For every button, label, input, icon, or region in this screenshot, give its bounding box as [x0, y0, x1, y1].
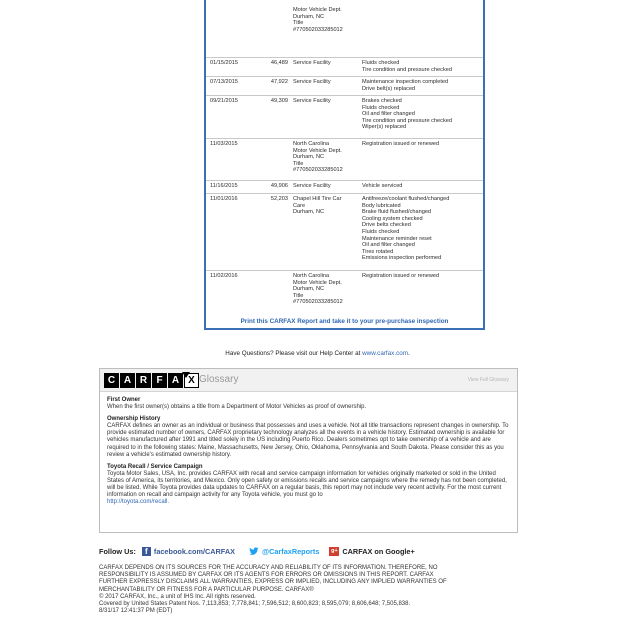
source-line: #770502033285012 — [293, 299, 343, 306]
history-row — [206, 193, 483, 271]
comment-line: Cooling system checked — [362, 215, 423, 222]
comment-line: Registration issued or renewed — [362, 141, 440, 147]
view-full-glossary-link[interactable]: View Full Glossary — [467, 377, 509, 383]
history-odometer: 49,309 — [270, 98, 288, 104]
logo-letter: F — [152, 373, 167, 388]
history-source — [293, 79, 359, 86]
history-source — [293, 98, 359, 105]
report-timestamp: 8/31/17 12:41:37 PM (EDT) — [99, 608, 173, 615]
source-line: North Carolina — [293, 273, 330, 279]
comment-line: Fluids checked — [362, 228, 400, 235]
twitter-link[interactable]: @CarfaxReports — [261, 546, 320, 556]
comment-line: Oil and filter changed — [362, 242, 415, 249]
history-row — [206, 138, 483, 181]
logo-letter: C — [104, 373, 119, 388]
disclaimer-line: CARFAX DEPENDS ON ITS SOURCES FOR THE ACCURACY AND RELIABILITY OF ITS INFORMATION. THEREFORE, NO — [99, 565, 438, 571]
glossary-box — [99, 368, 518, 533]
history-comments — [362, 273, 480, 280]
help-center-text: Have Questions? Please visit our Help Center at — [225, 350, 363, 357]
source-line: Motor Vehicle Dept. — [293, 7, 342, 13]
comment-line: Vehicle serviced — [362, 183, 403, 189]
comment-line: Registration issued or renewed — [362, 273, 440, 279]
source-line: Chapel Hill Tire Car — [293, 196, 342, 202]
history-odometer: 52,203 — [270, 196, 288, 202]
history-date: 01/15/2015 — [210, 60, 238, 66]
comment-line: Tire condition and pressure checked — [362, 117, 452, 124]
history-comments — [362, 183, 480, 190]
glossary-title: Glossary — [199, 374, 239, 385]
comment-line: Drive belt(s) replaced — [362, 85, 416, 92]
source-line: Durham, NC — [293, 154, 325, 161]
history-row — [206, 57, 483, 77]
glossary-body — [107, 397, 511, 506]
comment-line: Fluids checked — [362, 104, 400, 111]
comment-line: Maintenance reminder reset — [362, 235, 432, 242]
history-odometer: 49,906 — [270, 183, 288, 189]
history-source — [293, 196, 359, 216]
logo-letter: A — [120, 373, 135, 388]
history-source — [293, 273, 359, 306]
help-center-end: . — [407, 350, 410, 357]
source-line: Durham, NC — [293, 286, 325, 293]
source-line: Service Facility — [293, 183, 331, 189]
disclaimer-line: RESPONSIBILITY IS ASSUMED BY CARFAX OR ITS AGENTS FOR ERRORS OR OMISSIONS IN THIS REPORT. CARFAX — [99, 572, 434, 579]
history-comments — [362, 79, 480, 92]
logo-letter: X — [184, 373, 199, 388]
history-source — [293, 60, 359, 67]
glossary-definition: When the first owner(s) obtains a title from a Department of Motor Vehicles as proof of ownership. — [107, 404, 367, 411]
history-date: 11/01/2016 — [210, 196, 238, 202]
logo-letter: R — [136, 373, 151, 388]
print-report-link[interactable]: Print this CARFAX Report and take it to your pre-purchase inspection — [240, 318, 449, 325]
facebook-link[interactable]: facebook.com/CARFAX — [153, 546, 235, 556]
comment-line: Body lubricated — [362, 202, 401, 209]
help-center-line — [0, 350, 635, 357]
history-odometer: 46,489 — [270, 60, 288, 66]
history-date: 11/16/2015 — [210, 183, 238, 189]
history-source — [293, 141, 359, 174]
history-source — [293, 7, 359, 33]
source-line: Title — [293, 292, 304, 299]
comment-line: Brake fluid flushed/changed — [362, 209, 432, 216]
history-date: 11/03/2015 — [210, 141, 238, 147]
source-line: Durham, NC — [293, 13, 325, 20]
source-line: Durham, NC — [293, 209, 325, 216]
history-row — [206, 180, 483, 194]
facebook-icon: f — [142, 547, 151, 556]
comment-line: Wiper(s) replaced — [362, 124, 407, 131]
source-line: #770502033285012 — [293, 167, 343, 174]
follow-us-label: Follow Us: — [99, 546, 136, 556]
glossary-definition: CARFAX defines an owner as an individual or business that possesses and uses a vehicle. Not all title transactions represent changes in ownership. To provide estimated number of owners, CARFAX proprietary technology analyzes all the events in a vehicle history. Estimated ownership is available for vehicles manufactured after 1991 and titled solely in the US including Puerto Rico. Dealers sometimes opt to take ownership of a vehicle and are required to in the following states: Maine, Massachusetts, New Jersey, Ohio, Oklahoma, Pennsylvania and South Dakota. Please consider this as you review a vehicle's estimated ownership history. — [107, 423, 509, 458]
history-row — [206, 95, 483, 139]
copyright-line: © 2017 CARFAX, Inc., a unit of IHS Inc. All rights reserved. — [99, 593, 256, 600]
history-date: 09/21/2015 — [210, 98, 238, 104]
vehicle-history-table — [204, 0, 485, 330]
comment-line: Emissions inspection performed — [362, 255, 442, 262]
history-comments — [362, 98, 480, 131]
comment-line: Tires rotated — [362, 248, 394, 255]
source-line: Motor Vehicle Dept. — [293, 279, 342, 286]
google-plus-link[interactable]: CARFAX on Google+ — [342, 546, 415, 556]
comment-line: Maintenance inspection completed — [362, 79, 449, 85]
history-row — [206, 7, 483, 57]
follow-us-bar — [99, 545, 415, 557]
patent-line: Covered by United States Patent Nos. 7,113,853; 7,778,841; 7,596,512; 8,600,823; 8,595,079; 8,606,648; 7,505,838. — [99, 601, 411, 608]
source-line: Service Facility — [293, 98, 331, 104]
source-line: #770502033285012 — [293, 26, 343, 33]
legal-disclaimer — [99, 565, 524, 615]
comment-line: Fluids checked — [362, 60, 400, 66]
source-line: Care — [293, 202, 306, 209]
glossary-term: First Owner — [107, 397, 141, 403]
history-comments — [362, 141, 480, 148]
twitter-bird-icon — [249, 546, 259, 556]
glossary-definition-recall — [107, 471, 511, 506]
history-comments — [362, 60, 480, 73]
comment-line: Oil and filter changed — [362, 111, 415, 118]
help-center-link[interactable]: www.carfax.com — [362, 350, 408, 357]
glossary-header — [100, 369, 517, 392]
history-row — [206, 270, 483, 317]
history-odometer: 47,922 — [270, 79, 288, 85]
comment-line: Drive belts checked — [362, 222, 411, 229]
disclaimer-line: MERCHANTABILITY OR FITNESS FOR A PARTICULAR PURPOSE. CARFAX® — [99, 586, 314, 593]
source-line: Motor Vehicle Dept. — [293, 147, 342, 154]
source-line: Service Facility — [293, 79, 331, 85]
history-date: 07/13/2015 — [210, 79, 238, 85]
glossary-term: Toyota Recall / Service Campaign — [107, 463, 203, 470]
logo-letter: A — [168, 373, 183, 388]
history-source — [293, 183, 359, 190]
recall-definition-text: Toyota Motor Sales, USA, Inc. provides CARFAX with recall and service campaign information for vehicles originally marketed or sold in the United States of America, its territories, and Mexico. Only open safety or emissions recalls and service campaigns where the remedy has not been completed, will be listed. While Toyota provides data updates to CARFAX on a regular basis, this report may not include very recent activity. For the most current information on recall and campaign activity for any Toyota vehicle, you must go to — [107, 470, 507, 499]
source-line: Title — [293, 160, 304, 167]
source-line: North Carolina — [293, 141, 330, 147]
disclaimer-line: FURTHER EXPRESSLY DISCLAIMS ALL WARRANTIES, EXPRESS OR IMPLIED, INCLUDING ANY IMPLIED WARRANTIES OF — [99, 579, 447, 586]
history-date: 11/02/2016 — [210, 273, 238, 279]
glossary-term: Ownership History — [107, 416, 161, 423]
logo-arrow-icon — [182, 372, 190, 378]
source-line: Service Facility — [293, 60, 331, 66]
comment-line: Brakes checked — [362, 98, 402, 104]
comment-line: Antifreeze/coolant flushed/changed — [362, 196, 450, 202]
history-comments — [362, 196, 480, 262]
history-row — [206, 76, 483, 96]
comment-line: Tire condition and pressure checked — [362, 66, 452, 73]
toyota-recall-link[interactable]: http://toyota.com/recall. — [107, 499, 170, 506]
source-line: Title — [293, 20, 304, 27]
google-plus-icon: g+ — [331, 547, 338, 554]
